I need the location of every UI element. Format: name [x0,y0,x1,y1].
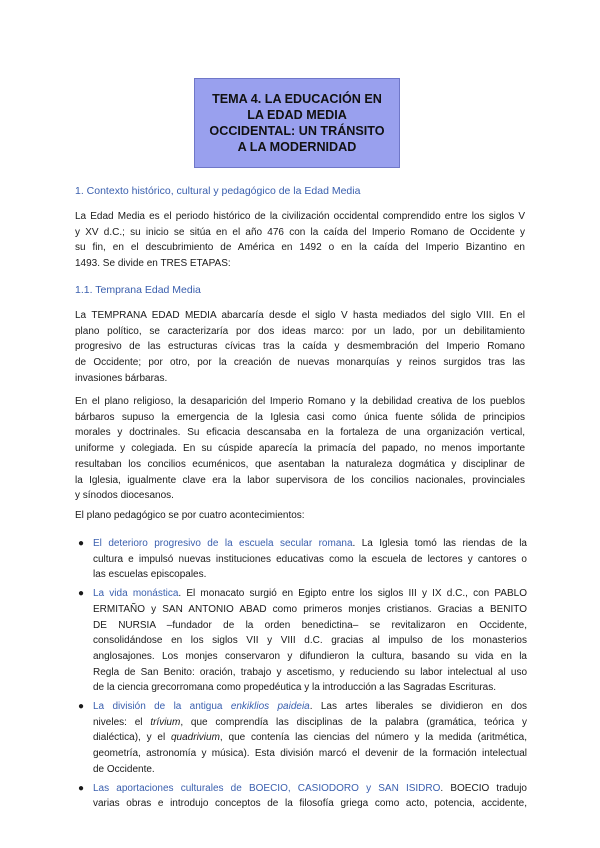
text-line: consolidándose en los siglos VII y VIII d.C. gracias al impulso de los monasterios [93,635,527,647]
text-line: y XV d.C.; su inicio se sitúa en el año 476 con la caída del Imperio Romano de Occidente y [75,226,525,238]
text-line: de Occidente; por otro, por la creación de nuevas monarquías y reinos surgidos tras las [75,357,525,369]
text-line: Las aportaciones culturales de BOECIO, CASIODORO y SAN ISIDRO. BOECIO tradujo [93,782,527,794]
text-line: y sínodos diocesanos. [75,490,174,502]
list-item [75,781,527,812]
paragraph-religious [75,394,525,504]
text-line: El plano pedagógico se por cuatro acontecimientos: [75,510,305,521]
text-line: de Occidente. [93,763,155,775]
text-line: Regla de San Benito: oración, trabajo y ascetismo, y reduciendo su labor intelectual al uso [93,666,527,678]
text-line: invasiones bárbaras. [75,372,168,384]
text-line: dialéctica), y el quadrivium, que contenía las ciencias del número y la medida (aritmética, [93,732,527,744]
paragraph-pedagogical [75,508,525,524]
list-item [75,699,527,778]
text-line: niveles: el trívium, que comprendía las disciplinas de la palabra (gramática, teórica y [93,716,527,728]
title-line-4: A LA MODERNIDAD [237,140,357,154]
text-line: de la ciencia grecorromana como propedéutica y la introducción a las Sagradas Escrituras. [93,682,496,694]
text-line: geometría, astronomía y música). Esta división marcó el devenir de la formación intelectual [93,748,527,760]
title-line-1: TEMA 4. LA EDUCACIÓN EN [212,92,382,106]
highlighted-phrase: El deterioro progresivo de la escuela secular romana [93,538,353,549]
highlighted-phrase: Las aportaciones culturales de BOECIO, CASIODORO y SAN ISIDRO [93,782,441,794]
text-line: morales y doctrinales. Su eficacia descansaba en la fortaleza de una organización vertical, [75,427,525,439]
paragraph-political [75,308,525,387]
title-line-3: OCCIDENTAL: UN TRÁNSITO [209,124,385,138]
text-line: su fin, en el descubrimiento de América en 1492 o en la caída del Imperio Bizantino en [75,242,525,254]
text-line: La división de la antigua enkiklios paideia. Las artes liberales se dividieron en dos [93,701,528,713]
text-line: En el plano religioso, la desaparición del Imperio Romano y la debilidad creativa de los pueblos [75,396,525,407]
text-line: El deterioro progresivo de la escuela secular romana. La Iglesia tomó las riendas de la [93,538,527,549]
bullet-icon: ● [78,701,85,713]
highlighted-phrase: La vida monástica [93,588,179,600]
text-line: progresivo de las estructuras cívicas tras la caída y desmembración del Imperio Romano [75,341,525,353]
highlighted-phrase: La división de la antigua enkiklios paideia [93,701,310,713]
intro-paragraph [75,209,525,272]
title-box [194,78,400,168]
text-line: bárbaros supuso la emergencia de la Iglesia casi como única fuente sólida de principios [75,411,525,423]
list-item [75,536,527,583]
text-line: las escuelas episcopales. [93,569,207,581]
bullet-icon: ● [78,588,85,600]
title-line-2: LA EDAD MEDIA [247,108,347,122]
text-line: varias obras e introdujo conceptos de la filosofía griega como acto, potencia, accidente, [93,798,527,810]
bullet-icon: ● [78,782,85,794]
text-line: ERMITAÑO y SAN ANTONIO ABAD como primeros monjes cristianos. Gracias a BENITO [93,603,527,615]
text-line: DE NURSIA –fundador de la orden benedictina– se revitalizaron en Occidente, [93,619,527,631]
text-line: cultura e impulsó nuevas instituciones educativas como la escuela de lectores y cantores o [93,553,527,565]
text-line: La TEMPRANA EDAD MEDIA abarcaría desde el siglo V hasta mediados del siglo VIII. En el [75,310,525,321]
events-list [75,536,527,815]
text-line: La Edad Media es el periodo histórico de la civilización occidental comprendido entre los siglos V [75,211,525,222]
text-line: la Iglesia, igualmente clave era la labor supervisora de los concilios nacionales, provinciales [75,474,525,486]
text-line: La vida monástica. El monacato surgió en Egipto entre los siglos III y IX d.C., con PABLO [93,588,527,600]
text-line: uniforme y colegiada. En su cúspide aparecía la primacía del papado, no menos importante [75,443,525,455]
text-line: resultaban los concilios ecuménicos, que asentaban la naturaleza dogmática y disciplinar de [75,458,525,470]
bullet-icon: ● [78,538,85,549]
text-line: 1493. Se divide en TRES ETAPAS: [75,258,231,270]
list-item [75,586,527,696]
section-heading-1-1: 1.1. Temprana Edad Media [75,284,201,296]
text-line: anglosajones. Los monjes conservaron y difundieron la cultura, basando su vida en la [93,650,527,662]
text-line: plano político, se caracterizaría por dos ideas marco: por un lado, por un debilitamiento [75,325,525,337]
section-heading-1: 1. Contexto histórico, cultural y pedagógico de la Edad Media [75,185,361,197]
